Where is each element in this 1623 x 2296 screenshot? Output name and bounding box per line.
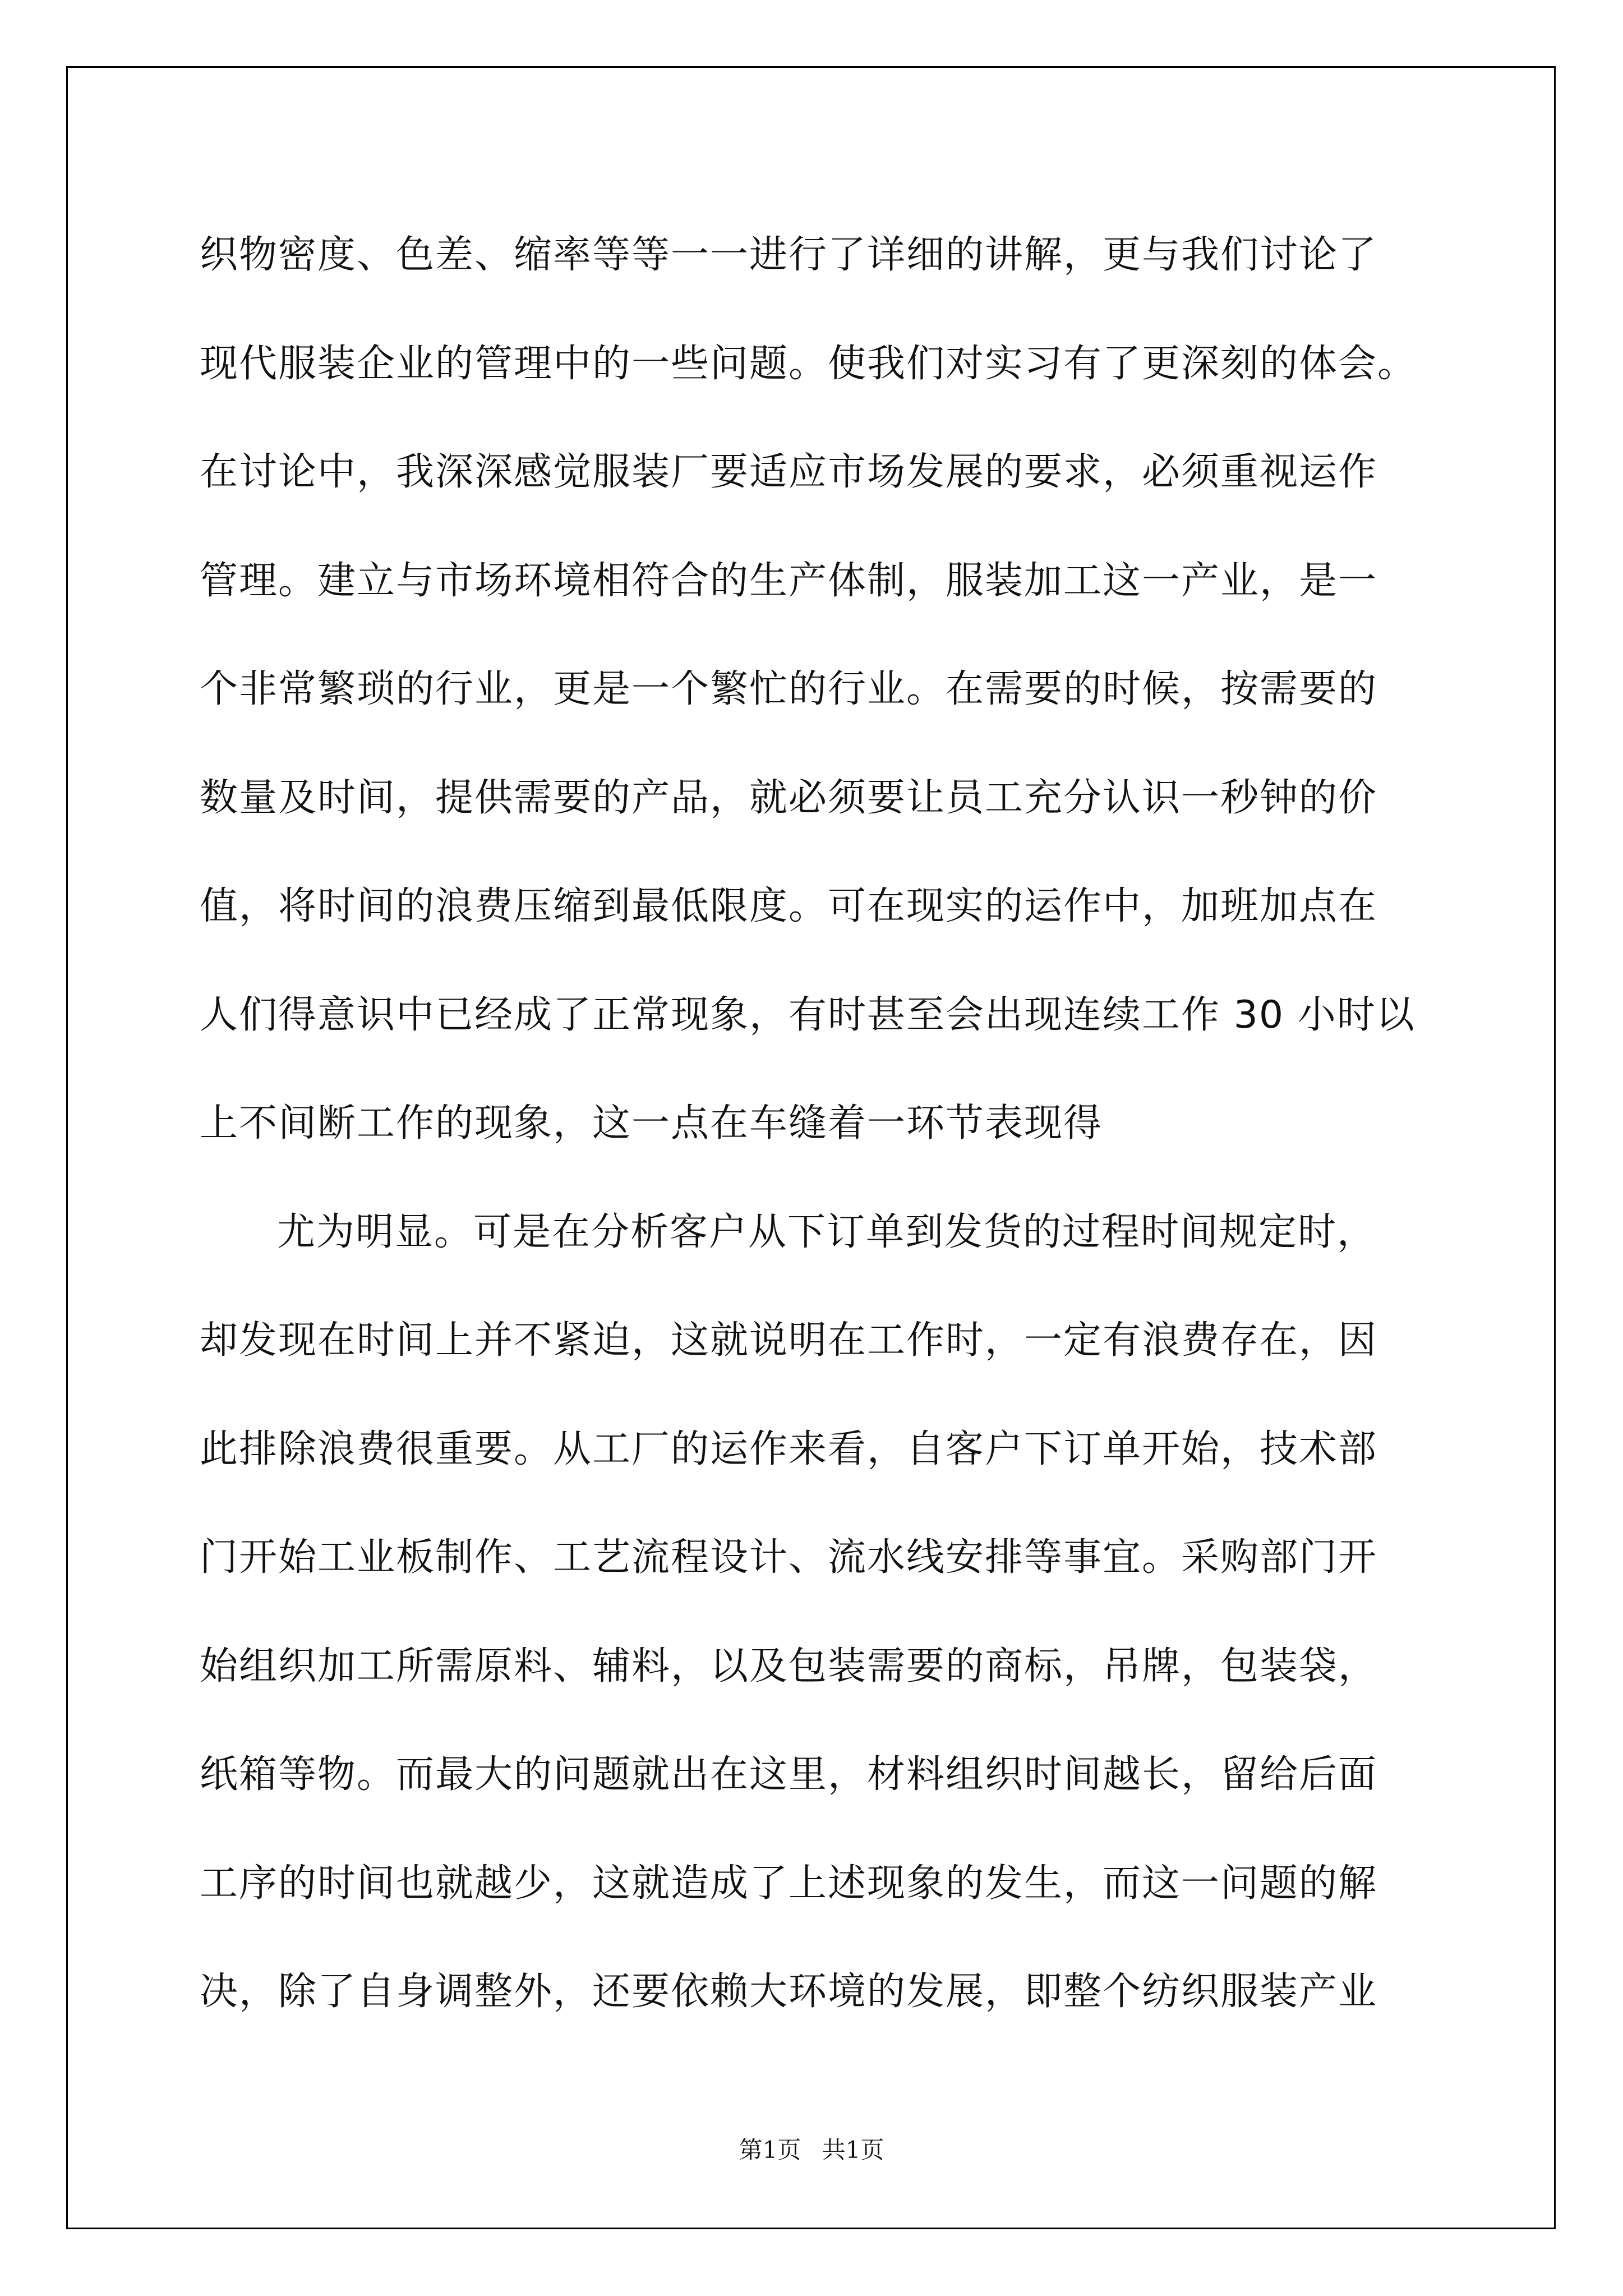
paragraph-1 xyxy=(200,201,1433,1178)
text-line: 始组织加工所需原料、辅料，以及包装需要的商标，吊牌，包装袋， xyxy=(200,1644,1378,1688)
page-number: 第1页 xyxy=(739,2136,801,2164)
text-line: 尤为明显。可是在分析客户从下订单到发货的过程时间规定时， xyxy=(277,1209,1377,1254)
text-line: 值，将时间的浪费压缩到最低限度。可在现实的运作中，加班加点在 xyxy=(200,884,1378,928)
text-line: 数量及时间，提供需要的产品，就必须要让员工充分认识一秒钟的价 xyxy=(200,775,1378,820)
page-total: 共1页 xyxy=(822,2136,884,2164)
text-line: 管理。建立与市场环境相符合的生产体制，服装加工这一产业，是一 xyxy=(200,558,1378,603)
text-line: 纸箱等物。而最大的问题就出在这里，材料组织时间越长，留给后面 xyxy=(200,1752,1378,1797)
paragraph-2 xyxy=(200,1178,1433,2046)
document-body xyxy=(200,201,1433,2046)
text-line: 个非常繁琐的行业，更是一个繁忙的行业。在需要的时候，按需要的 xyxy=(200,667,1378,711)
text-line: 在讨论中，我深深感觉服装厂要适应市场发展的要求，必须重视运作 xyxy=(200,450,1378,494)
text-line: 现代服装企业的管理中的一些问题。使我们对实习有了更深刻的体会。 xyxy=(200,341,1417,386)
text-line: 决，除了自身调整外，还要依赖大环境的发展，即整个纺织服装产业 xyxy=(200,1970,1378,2014)
page-footer xyxy=(0,2132,1623,2165)
text-line: 此排除浪费很重要。从工厂的运作来看，自客户下订单开始，技术部 xyxy=(200,1427,1378,1471)
text-line: 人们得意识中已经成了正常现象，有时甚至会出现连续工作 30 小时以 xyxy=(200,992,1415,1037)
text-line: 工序的时间也就越少，这就造成了上述现象的发生，而这一问题的解 xyxy=(200,1861,1378,1906)
text-line: 上不间断工作的现象，这一点在车缝着一环节表现得 xyxy=(200,1101,1103,1145)
text-line: 却发现在时间上并不紧迫，这就说明在工作时，一定有浪费存在，因 xyxy=(200,1318,1378,1363)
text-line: 织物密度、色差、缩率等等一一进行了详细的讲解，更与我们讨论了 xyxy=(200,233,1378,277)
text-line: 门开始工业板制作、工艺流程设计、流水线安排等事宜。采购部门开 xyxy=(200,1535,1378,1580)
